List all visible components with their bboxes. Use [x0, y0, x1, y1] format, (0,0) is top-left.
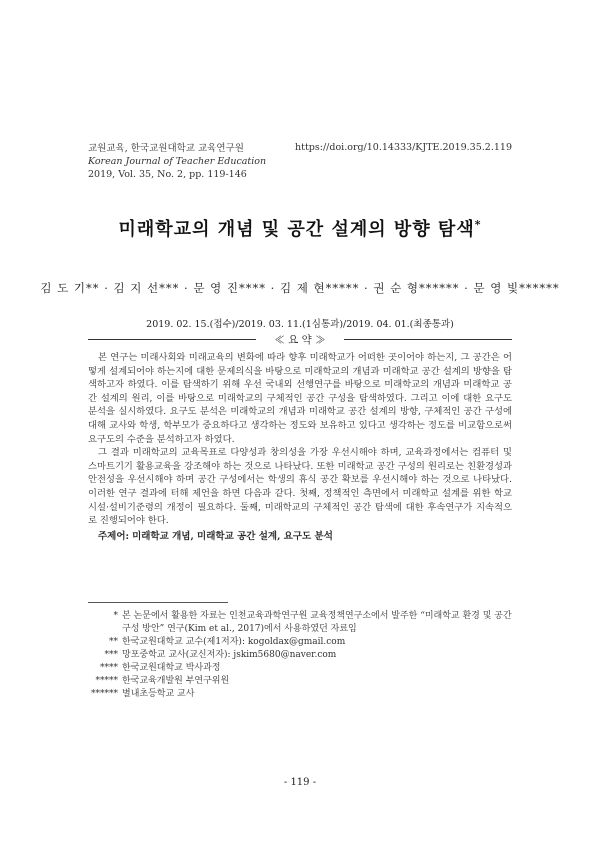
- footnotes: [78, 610, 518, 701]
- paper-title: [0, 215, 600, 241]
- summary-label: ≪ 요 약 ≫: [274, 334, 326, 346]
- footnote-text: 한국교육개발원 부연구위원: [122, 676, 230, 686]
- keywords-text: 미래학교 개념, 미래학교 공간 설계, 요구도 분석: [132, 531, 333, 542]
- footnote-item: [78, 610, 518, 636]
- footnote-mark: *****: [95, 676, 118, 686]
- summary-heading: [88, 332, 512, 346]
- abstract-paragraph-1: 본 연구는 미래사회와 미래교육의 변화에 따라 향후 미래학교가 어떠한 곳이어야 하는지, 그 공간은 어떻게 설계되어야 하는지에 대한 문제의식을 바탕으로 미래학교의 개념과 미래학교 공간 설계의 방향을 탐색하고자 하였다. 이를 탐색하기 위해 우선 국내외 선행연구를 바탕으로 미래학교의 개념과 미래학교 공간 설계의 원리, 이를 바탕으로 미래학교의 구체적인 공간 구성을 탐색하였다. 그리고 이에 대한 요구도 분석을 실시하였다. 요구도 분석은 미래학교의 개념과 미래학교 공간 설계의 방향, 구체적인 공간 구성에 대해 교사와 학생, 학부모가 중요하다고 생각하는 정도와 보유하고 있다고 생각하는 정도를 비교함으로써 요구도의 수준을 분석하고자 하였다.: [88, 352, 512, 445]
- author-list: 김 도 기** · 김 지 선*** · 문 영 진**** · 김 제 현***** · 권 순 형****** · 문 영 빛******: [40, 281, 560, 295]
- footnote-item: [78, 636, 518, 649]
- footnote-text: 한국교원대학교 박사과정: [122, 663, 221, 673]
- footnote-mark: **: [109, 637, 118, 647]
- page-number: - 119 -: [283, 777, 317, 788]
- footnote-item: [78, 662, 518, 675]
- footnote-mark: *: [113, 611, 118, 621]
- keywords: [98, 528, 333, 542]
- footnote-item: [78, 649, 518, 662]
- submission-dates: 2019. 02. 15.(접수)/2019. 03. 11.(1심통과)/2019. 04. 01.(최종통과): [146, 319, 454, 330]
- footnote-item: [78, 688, 518, 701]
- abstract: [88, 351, 512, 528]
- title-footnote-mark: *: [474, 218, 482, 231]
- footnote-text: 망포중학교 교사(교신저자): jskim5680@naver.com: [122, 650, 337, 660]
- journal-name-en: Korean Journal of Teacher Education: [88, 156, 267, 167]
- footnote-item: [78, 675, 518, 688]
- footnote-divider: [88, 602, 228, 603]
- footnote-text: 본 논문에서 활용한 자료는 인천교육과학연구원 교육정책연구소에서 발주한 “미래학교 환경 및 공간 구성 방안” 연구(Kim et al., 2017)에서 사용하였던 자료임: [122, 611, 512, 634]
- footnote-mark: ***: [104, 650, 118, 660]
- footnote-text: 한국교원대학교 교수(제1저자): kogoldax@gmail.com: [122, 637, 346, 647]
- journal-issue: 2019, Vol. 35, No. 2, pp. 119-146: [88, 169, 247, 180]
- journal-header: [88, 142, 266, 181]
- doi-link[interactable]: https://doi.org/10.14333/KJTE.2019.35.2.119: [295, 142, 512, 153]
- footnote-mark: ******: [91, 689, 118, 699]
- journal-name-kr: 교원교육, 한국교원대학교 교육연구원: [88, 143, 244, 154]
- footnote-mark: ****: [100, 663, 118, 673]
- paper-title-text: 미래학교의 개념 및 공간 설계의 방향 탐색: [118, 219, 475, 240]
- abstract-paragraph-2: 그 결과 미래학교의 교육목표로 다양성과 창의성을 가장 우선시해야 하며, 교육과정에서는 컴퓨터 및 스마트기기 활용교육을 강조해야 하는 것으로 나타났다. 또한 미래학교 공간 구성의 원리로는 친환경성과 안전성을 우선시해야 하며 공간 구성에서는 학생의 휴식 공간 확보를 우선시해야 하는 것으로 나타났다. 이러한 연구 결과에 터해 제언을 하면 다음과 같다. 첫째, 정책적인 측면에서 미래학교 설계를 위한 학교시설·설비기준령의 개정이 필요하다. 둘째, 미래학교의 구체적인 공간 탐색에 대한 후속연구가 지속적으로 진행되어야 한다.: [88, 447, 512, 527]
- keywords-label: 주제어:: [98, 531, 130, 542]
- footnote-text: 별내초등학교 교사: [122, 689, 195, 699]
- summary-rule-right: [344, 339, 512, 340]
